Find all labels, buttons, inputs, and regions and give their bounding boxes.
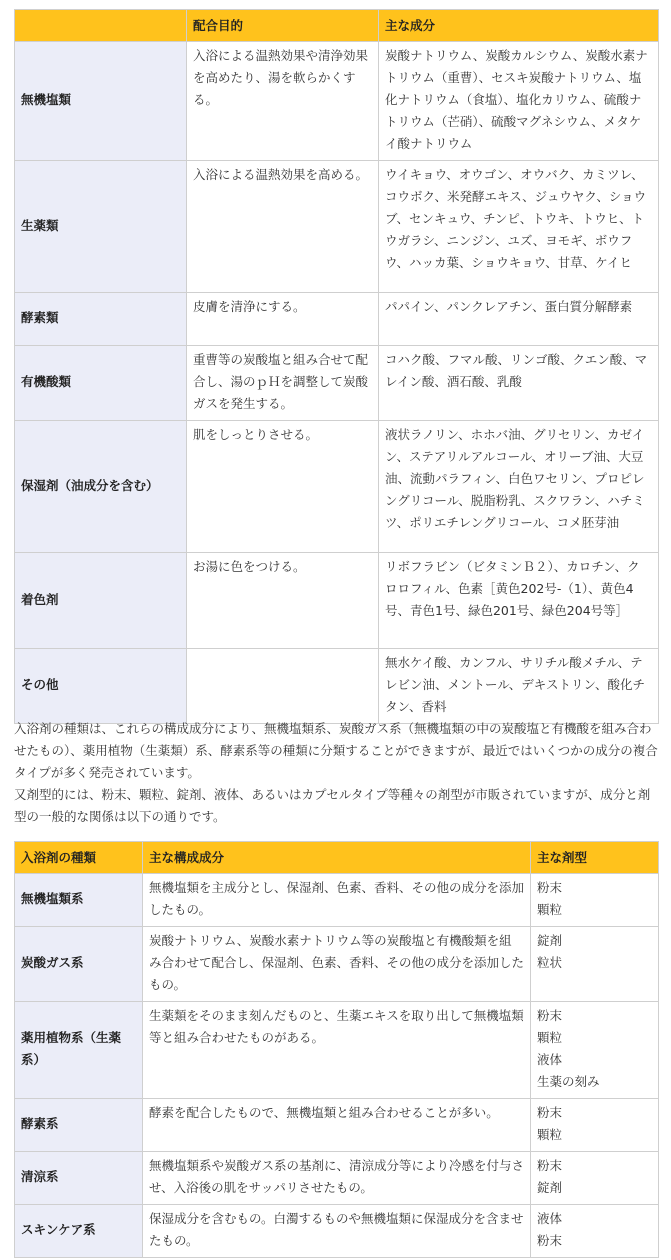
category-cell: 保湿剤（油成分を含む） <box>15 421 187 553</box>
purpose-cell: 肌をしっとりさせる。 <box>187 421 379 553</box>
purpose-cell: 重曹等の炭酸塩と組み合せて配合し、湯のｐＨを調整して炭酸ガスを発生する。 <box>187 346 379 421</box>
header-purpose: 配合目的 <box>187 10 379 42</box>
category-cell: 生薬類 <box>15 161 187 293</box>
purpose-cell: 入浴による温熱効果を高める。 <box>187 161 379 293</box>
table-row <box>15 421 659 553</box>
components-cell: 炭酸ナトリウム、炭酸水素ナトリウム等の炭酸塩と有機酸類を組み合わせて配合し、保湿剤、色素、香料、その他の成分を添加したもの。 <box>143 927 531 1002</box>
form-item: 液体 <box>537 1211 563 1226</box>
table-row <box>15 1205 659 1258</box>
ingredients-cell: 液状ラノリン、ホホバ油、グリセリン、カゼイン、ステアリルアルコール、オリーブ油、大豆油、流動パラフィン、白色ワセリン、プロピレングリコール、脱脂粉乳、スクワラン、ハチミツ、ポリエチレングリコール、コメ胚芽油 <box>379 421 659 553</box>
form-item: 顆粒 <box>537 902 563 917</box>
ingredients-cell: 炭酸ナトリウム、炭酸カルシウム、炭酸水素ナトリウム（重曹）、セスキ炭酸ナトリウム、塩化ナトリウム（食塩）、塩化カリウム、硫酸ナトリウム（芒硝）、硫酸マグネシウム、メタケイ酸ナトリウム <box>379 42 659 161</box>
table-row <box>15 161 659 293</box>
table-row <box>15 1099 659 1152</box>
table-row <box>15 1152 659 1205</box>
form-item: 錠剤 <box>537 1180 563 1195</box>
form-item: 顆粒 <box>537 1127 563 1142</box>
paragraph: 入浴剤の種類は、これらの構成成分により、無機塩類系、炭酸ガス系（無機塩類の中の炭酸塩と有機酸を組み合わせたもの）、薬用植物（生薬類）系、酵素系等の種類に分類することができますが、最近ではいくつかの成分の複合タイプが多く発売されています。 <box>14 721 658 780</box>
forms-cell <box>531 1152 659 1205</box>
header-forms: 主な剤型 <box>531 842 659 874</box>
form-item: 生薬の刻み <box>537 1074 600 1089</box>
category-cell: 酵素類 <box>15 293 187 346</box>
forms-cell <box>531 1205 659 1258</box>
form-item: 粉末 <box>537 1105 563 1120</box>
form-item: 粉末 <box>537 1008 563 1023</box>
category-cell: 着色剤 <box>15 553 187 649</box>
type-cell: スキンケア系 <box>15 1205 143 1258</box>
explanation-text <box>14 718 662 828</box>
table-row <box>15 927 659 1002</box>
header-blank <box>15 10 187 42</box>
form-item: 顆粒 <box>537 1030 563 1045</box>
table-row <box>15 293 659 346</box>
purpose-cell: お湯に色をつける。 <box>187 553 379 649</box>
paragraph: 又剤型的には、粉末、顆粒、錠剤、液体、あるいはカプセルタイプ等種々の剤型が市販されていますが、成分と剤型の一般的な関係は以下の通りです。 <box>14 787 651 824</box>
ingredients-cell: リボフラビン（ビタミンＢ２）、カロチン、クロロフィル、色素［黄色202号-（1）、黄色4号、青色1号、緑色201号、緑色204号等］ <box>379 553 659 649</box>
form-item: 錠剤 <box>537 933 563 948</box>
ingredients-cell: パパイン、パンクレアチン、蛋白質分解酵素 <box>379 293 659 346</box>
form-item: 粉末 <box>537 1233 563 1248</box>
header-ingredients: 主な成分 <box>379 10 659 42</box>
header-components: 主な構成成分 <box>143 842 531 874</box>
ingredients-cell: ウイキョウ、オウゴン、オウバク、カミツレ、コウボク、米発酵エキス、ジュウヤク、ショウブ、センキュウ、チンピ、トウキ、トウヒ、トウガラシ、ニンジン、ユズ、ヨモギ、ボウフウ、ハッカ葉、ショウキョウ、甘草、ケイヒ <box>379 161 659 293</box>
form-item: 液体 <box>537 1052 563 1067</box>
category-cell: 有機酸類 <box>15 346 187 421</box>
ingredients-cell: 無水ケイ酸、カンフル、サリチル酸メチル、テレビン油、メントール、デキストリン、酸化チタン、香料 <box>379 649 659 724</box>
purpose-cell: 皮膚を清浄にする。 <box>187 293 379 346</box>
type-cell: 清涼系 <box>15 1152 143 1205</box>
components-cell: 無機塩類系や炭酸ガス系の基剤に、清涼成分等により冷感を付与させ、入浴後の肌をサッパリさせたもの。 <box>143 1152 531 1205</box>
types-header-row <box>15 842 659 874</box>
ingredients-cell: コハク酸、フマル酸、リンゴ酸、クエン酸、マレイン酸、酒石酸、乳酸 <box>379 346 659 421</box>
type-cell: 無機塩類系 <box>15 874 143 927</box>
forms-cell <box>531 927 659 1002</box>
form-item: 粒状 <box>537 955 563 970</box>
components-cell: 保湿成分を含むもの。白濁するものや無機塩類に保湿成分を含ませたもの。 <box>143 1205 531 1258</box>
table-row <box>15 42 659 161</box>
table-row <box>15 1002 659 1099</box>
form-item: 粉末 <box>537 1158 563 1173</box>
components-cell: 生薬類をそのまま刻んだものと、生薬エキスを取り出して無機塩類等と組み合わせたものがある。 <box>143 1002 531 1099</box>
purpose-cell: 入浴による温熱効果や清浄効果を高めたり、湯を軟らかくする。 <box>187 42 379 161</box>
purpose-cell <box>187 649 379 724</box>
category-cell: その他 <box>15 649 187 724</box>
category-cell: 無機塩類 <box>15 42 187 161</box>
form-item: 粉末 <box>537 880 563 895</box>
components-cell: 無機塩類を主成分とし、保湿剤、色素、香料、その他の成分を添加したもの。 <box>143 874 531 927</box>
bath-types-table <box>14 841 659 1258</box>
type-cell: 酵素系 <box>15 1099 143 1152</box>
type-cell: 薬用植物系（生薬系） <box>15 1002 143 1099</box>
table-row <box>15 553 659 649</box>
ingredients-header-row <box>15 10 659 42</box>
forms-cell <box>531 874 659 927</box>
table-row <box>15 874 659 927</box>
forms-cell <box>531 1099 659 1152</box>
type-cell: 炭酸ガス系 <box>15 927 143 1002</box>
table-row <box>15 649 659 724</box>
header-type: 入浴剤の種類 <box>15 842 143 874</box>
components-cell: 酵素を配合したもので、無機塩類と組み合わせることが多い。 <box>143 1099 531 1152</box>
ingredients-table <box>14 9 659 724</box>
forms-cell <box>531 1002 659 1099</box>
table-row <box>15 346 659 421</box>
